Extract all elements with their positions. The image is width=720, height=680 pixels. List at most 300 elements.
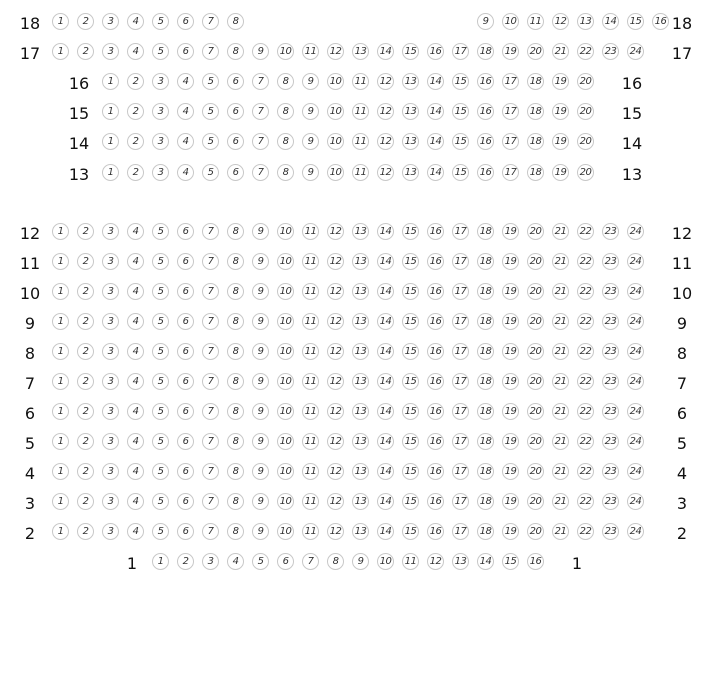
seat[interactable]: 1 xyxy=(52,43,69,60)
seat[interactable]: 7 xyxy=(252,133,269,150)
seat[interactable]: 10 xyxy=(327,164,344,181)
seat[interactable]: 16 xyxy=(427,223,444,240)
seat[interactable]: 8 xyxy=(277,73,294,90)
seat[interactable]: 15 xyxy=(402,373,419,390)
seat[interactable]: 24 xyxy=(627,283,644,300)
seat[interactable]: 14 xyxy=(377,373,394,390)
seat[interactable]: 20 xyxy=(527,343,544,360)
seat[interactable]: 15 xyxy=(402,253,419,270)
seat[interactable]: 11 xyxy=(352,164,369,181)
seat[interactable]: 20 xyxy=(527,313,544,330)
seat[interactable]: 9 xyxy=(302,164,319,181)
seat[interactable]: 8 xyxy=(227,343,244,360)
seat[interactable]: 4 xyxy=(127,283,144,300)
seat[interactable]: 19 xyxy=(502,223,519,240)
seat[interactable]: 8 xyxy=(227,403,244,420)
seat[interactable]: 2 xyxy=(77,493,94,510)
seat[interactable]: 18 xyxy=(527,133,544,150)
seat[interactable]: 9 xyxy=(252,463,269,480)
seat[interactable]: 1 xyxy=(52,373,69,390)
seat[interactable]: 2 xyxy=(77,433,94,450)
seat[interactable]: 21 xyxy=(552,283,569,300)
seat[interactable]: 2 xyxy=(77,43,94,60)
seat[interactable]: 5 xyxy=(152,223,169,240)
seat[interactable]: 5 xyxy=(152,253,169,270)
seat[interactable]: 22 xyxy=(577,373,594,390)
seat[interactable]: 20 xyxy=(527,43,544,60)
seat[interactable]: 4 xyxy=(127,13,144,30)
seat[interactable]: 15 xyxy=(402,343,419,360)
seat[interactable]: 13 xyxy=(352,493,369,510)
seat[interactable]: 12 xyxy=(327,253,344,270)
seat[interactable]: 21 xyxy=(552,373,569,390)
seat[interactable]: 23 xyxy=(602,493,619,510)
seat[interactable]: 1 xyxy=(102,103,119,120)
seat[interactable]: 7 xyxy=(202,223,219,240)
seat[interactable]: 9 xyxy=(477,13,494,30)
seat[interactable]: 9 xyxy=(252,343,269,360)
seat[interactable]: 12 xyxy=(552,13,569,30)
seat[interactable]: 18 xyxy=(477,223,494,240)
seat[interactable]: 17 xyxy=(452,43,469,60)
seat[interactable]: 22 xyxy=(577,403,594,420)
seat[interactable]: 24 xyxy=(627,43,644,60)
seat[interactable]: 24 xyxy=(627,463,644,480)
seat[interactable]: 13 xyxy=(402,103,419,120)
seat[interactable]: 21 xyxy=(552,223,569,240)
seat[interactable]: 5 xyxy=(152,43,169,60)
seat[interactable]: 10 xyxy=(277,253,294,270)
seat[interactable]: 5 xyxy=(252,553,269,570)
seat[interactable]: 17 xyxy=(452,523,469,540)
seat[interactable]: 22 xyxy=(577,463,594,480)
seat[interactable]: 12 xyxy=(327,403,344,420)
seat[interactable]: 24 xyxy=(627,523,644,540)
seat[interactable]: 17 xyxy=(452,313,469,330)
seat[interactable]: 10 xyxy=(327,73,344,90)
seat[interactable]: 22 xyxy=(577,433,594,450)
seat[interactable]: 18 xyxy=(477,343,494,360)
seat[interactable]: 20 xyxy=(527,523,544,540)
seat[interactable]: 5 xyxy=(152,373,169,390)
seat[interactable]: 19 xyxy=(502,433,519,450)
seat[interactable]: 19 xyxy=(552,73,569,90)
seat[interactable]: 21 xyxy=(552,253,569,270)
seat[interactable]: 20 xyxy=(527,283,544,300)
seat[interactable]: 5 xyxy=(152,493,169,510)
seat[interactable]: 12 xyxy=(327,343,344,360)
seat[interactable]: 3 xyxy=(102,313,119,330)
seat[interactable]: 7 xyxy=(202,523,219,540)
seat[interactable]: 7 xyxy=(202,403,219,420)
seat[interactable]: 13 xyxy=(352,403,369,420)
seat[interactable]: 11 xyxy=(302,283,319,300)
seat[interactable]: 19 xyxy=(502,343,519,360)
seat[interactable]: 18 xyxy=(477,403,494,420)
seat[interactable]: 23 xyxy=(602,463,619,480)
seat[interactable]: 9 xyxy=(252,223,269,240)
seat[interactable]: 6 xyxy=(177,13,194,30)
seat[interactable]: 23 xyxy=(602,223,619,240)
seat[interactable]: 23 xyxy=(602,343,619,360)
seat[interactable]: 15 xyxy=(402,523,419,540)
seat[interactable]: 14 xyxy=(427,103,444,120)
seat[interactable]: 5 xyxy=(152,343,169,360)
seat[interactable]: 8 xyxy=(277,164,294,181)
seat[interactable]: 3 xyxy=(102,493,119,510)
seat[interactable]: 14 xyxy=(377,43,394,60)
seat[interactable]: 19 xyxy=(502,523,519,540)
seat[interactable]: 8 xyxy=(277,103,294,120)
seat[interactable]: 23 xyxy=(602,43,619,60)
seat[interactable]: 8 xyxy=(227,373,244,390)
seat[interactable]: 7 xyxy=(202,43,219,60)
seat[interactable]: 6 xyxy=(177,493,194,510)
seat[interactable]: 4 xyxy=(177,103,194,120)
seat[interactable]: 2 xyxy=(127,103,144,120)
seat[interactable]: 3 xyxy=(102,523,119,540)
seat[interactable]: 16 xyxy=(427,373,444,390)
seat[interactable]: 14 xyxy=(377,403,394,420)
seat[interactable]: 13 xyxy=(402,164,419,181)
seat[interactable]: 7 xyxy=(202,283,219,300)
seat[interactable]: 5 xyxy=(202,103,219,120)
seat[interactable]: 15 xyxy=(402,223,419,240)
seat[interactable]: 1 xyxy=(52,403,69,420)
seat[interactable]: 18 xyxy=(527,164,544,181)
seat[interactable]: 11 xyxy=(302,403,319,420)
seat[interactable]: 14 xyxy=(427,164,444,181)
seat[interactable]: 15 xyxy=(502,553,519,570)
seat[interactable]: 9 xyxy=(302,133,319,150)
seat[interactable]: 7 xyxy=(202,493,219,510)
seat[interactable]: 15 xyxy=(452,73,469,90)
seat[interactable]: 4 xyxy=(127,43,144,60)
seat[interactable]: 9 xyxy=(252,403,269,420)
seat[interactable]: 4 xyxy=(177,164,194,181)
seat[interactable]: 12 xyxy=(377,164,394,181)
seat[interactable]: 13 xyxy=(352,283,369,300)
seat[interactable]: 18 xyxy=(477,313,494,330)
seat[interactable]: 14 xyxy=(377,463,394,480)
seat[interactable]: 2 xyxy=(77,13,94,30)
seat[interactable]: 3 xyxy=(152,133,169,150)
seat[interactable]: 7 xyxy=(302,553,319,570)
seat[interactable]: 10 xyxy=(277,463,294,480)
seat[interactable]: 4 xyxy=(127,523,144,540)
seat[interactable]: 18 xyxy=(477,433,494,450)
seat[interactable]: 12 xyxy=(327,283,344,300)
seat[interactable]: 11 xyxy=(302,343,319,360)
seat[interactable]: 8 xyxy=(227,433,244,450)
seat[interactable]: 23 xyxy=(602,523,619,540)
seat[interactable]: 11 xyxy=(302,523,319,540)
seat[interactable]: 20 xyxy=(577,164,594,181)
seat[interactable]: 19 xyxy=(502,463,519,480)
seat[interactable]: 16 xyxy=(427,493,444,510)
seat[interactable]: 20 xyxy=(577,73,594,90)
seat[interactable]: 9 xyxy=(352,553,369,570)
seat[interactable]: 13 xyxy=(402,133,419,150)
seat[interactable]: 10 xyxy=(277,433,294,450)
seat[interactable]: 13 xyxy=(352,43,369,60)
seat[interactable]: 15 xyxy=(452,103,469,120)
seat[interactable]: 20 xyxy=(527,493,544,510)
seat[interactable]: 15 xyxy=(402,43,419,60)
seat[interactable]: 6 xyxy=(227,103,244,120)
seat[interactable]: 3 xyxy=(152,103,169,120)
seat[interactable]: 4 xyxy=(127,493,144,510)
seat[interactable]: 5 xyxy=(202,164,219,181)
seat[interactable]: 12 xyxy=(327,493,344,510)
seat[interactable]: 1 xyxy=(52,463,69,480)
seat[interactable]: 10 xyxy=(327,103,344,120)
seat[interactable]: 7 xyxy=(202,463,219,480)
seat[interactable]: 4 xyxy=(227,553,244,570)
seat[interactable]: 1 xyxy=(52,283,69,300)
seat[interactable]: 6 xyxy=(177,223,194,240)
seat[interactable]: 15 xyxy=(452,164,469,181)
seat[interactable]: 6 xyxy=(177,343,194,360)
seat[interactable]: 17 xyxy=(452,373,469,390)
seat[interactable]: 11 xyxy=(302,373,319,390)
seat[interactable]: 9 xyxy=(252,523,269,540)
seat[interactable]: 3 xyxy=(102,13,119,30)
seat[interactable]: 17 xyxy=(452,283,469,300)
seat[interactable]: 17 xyxy=(502,73,519,90)
seat[interactable]: 6 xyxy=(177,403,194,420)
seat[interactable]: 17 xyxy=(452,223,469,240)
seat[interactable]: 16 xyxy=(427,463,444,480)
seat[interactable]: 16 xyxy=(477,103,494,120)
seat[interactable]: 3 xyxy=(152,164,169,181)
seat[interactable]: 8 xyxy=(227,493,244,510)
seat[interactable]: 17 xyxy=(452,493,469,510)
seat[interactable]: 4 xyxy=(127,463,144,480)
seat[interactable]: 7 xyxy=(252,103,269,120)
seat[interactable]: 24 xyxy=(627,493,644,510)
seat[interactable]: 1 xyxy=(52,13,69,30)
seat[interactable]: 6 xyxy=(227,164,244,181)
seat[interactable]: 9 xyxy=(252,313,269,330)
seat[interactable]: 20 xyxy=(577,103,594,120)
seat[interactable]: 5 xyxy=(152,523,169,540)
seat[interactable]: 20 xyxy=(527,463,544,480)
seat[interactable]: 4 xyxy=(127,343,144,360)
seat[interactable]: 14 xyxy=(477,553,494,570)
seat[interactable]: 9 xyxy=(252,253,269,270)
seat[interactable]: 18 xyxy=(477,493,494,510)
seat[interactable]: 4 xyxy=(127,313,144,330)
seat[interactable]: 23 xyxy=(602,313,619,330)
seat[interactable]: 14 xyxy=(377,313,394,330)
seat[interactable]: 22 xyxy=(577,253,594,270)
seat[interactable]: 19 xyxy=(502,313,519,330)
seat[interactable]: 13 xyxy=(352,223,369,240)
seat[interactable]: 13 xyxy=(352,313,369,330)
seat[interactable]: 5 xyxy=(202,133,219,150)
seat[interactable]: 16 xyxy=(477,164,494,181)
seat[interactable]: 13 xyxy=(352,463,369,480)
seat[interactable]: 14 xyxy=(427,133,444,150)
seat[interactable]: 3 xyxy=(102,403,119,420)
seat[interactable]: 21 xyxy=(552,43,569,60)
seat[interactable]: 18 xyxy=(477,283,494,300)
seat[interactable]: 18 xyxy=(477,373,494,390)
seat[interactable]: 10 xyxy=(277,373,294,390)
seat[interactable]: 8 xyxy=(227,313,244,330)
seat[interactable]: 4 xyxy=(177,73,194,90)
seat[interactable]: 18 xyxy=(477,253,494,270)
seat[interactable]: 20 xyxy=(527,373,544,390)
seat[interactable]: 1 xyxy=(52,523,69,540)
seat[interactable]: 16 xyxy=(427,313,444,330)
seat[interactable]: 24 xyxy=(627,223,644,240)
seat[interactable]: 23 xyxy=(602,283,619,300)
seat[interactable]: 5 xyxy=(202,73,219,90)
seat[interactable]: 13 xyxy=(352,373,369,390)
seat[interactable]: 17 xyxy=(502,103,519,120)
seat[interactable]: 10 xyxy=(377,553,394,570)
seat[interactable]: 24 xyxy=(627,313,644,330)
seat[interactable]: 24 xyxy=(627,403,644,420)
seat[interactable]: 19 xyxy=(502,43,519,60)
seat[interactable]: 6 xyxy=(177,523,194,540)
seat[interactable]: 9 xyxy=(252,373,269,390)
seat[interactable]: 21 xyxy=(552,433,569,450)
seat[interactable]: 14 xyxy=(377,433,394,450)
seat[interactable]: 3 xyxy=(102,433,119,450)
seat[interactable]: 14 xyxy=(427,73,444,90)
seat[interactable]: 7 xyxy=(252,164,269,181)
seat[interactable]: 10 xyxy=(277,223,294,240)
seat[interactable]: 3 xyxy=(102,253,119,270)
seat[interactable]: 23 xyxy=(602,373,619,390)
seat[interactable]: 5 xyxy=(152,13,169,30)
seat[interactable]: 6 xyxy=(177,253,194,270)
seat[interactable]: 15 xyxy=(402,403,419,420)
seat[interactable]: 18 xyxy=(477,463,494,480)
seat[interactable]: 1 xyxy=(102,73,119,90)
seat[interactable]: 19 xyxy=(552,164,569,181)
seat[interactable]: 8 xyxy=(227,463,244,480)
seat[interactable]: 1 xyxy=(52,343,69,360)
seat[interactable]: 14 xyxy=(377,223,394,240)
seat[interactable]: 10 xyxy=(327,133,344,150)
seat[interactable]: 5 xyxy=(152,463,169,480)
seat[interactable]: 19 xyxy=(552,103,569,120)
seat[interactable]: 17 xyxy=(502,164,519,181)
seat[interactable]: 2 xyxy=(77,253,94,270)
seat[interactable]: 10 xyxy=(277,43,294,60)
seat[interactable]: 2 xyxy=(77,523,94,540)
seat[interactable]: 16 xyxy=(427,403,444,420)
seat[interactable]: 2 xyxy=(77,403,94,420)
seat[interactable]: 9 xyxy=(252,43,269,60)
seat[interactable]: 14 xyxy=(377,253,394,270)
seat[interactable]: 18 xyxy=(527,103,544,120)
seat[interactable]: 15 xyxy=(402,433,419,450)
seat[interactable]: 8 xyxy=(227,223,244,240)
seat[interactable]: 12 xyxy=(327,43,344,60)
seat[interactable]: 11 xyxy=(352,73,369,90)
seat[interactable]: 15 xyxy=(452,133,469,150)
seat[interactable]: 5 xyxy=(152,313,169,330)
seat[interactable]: 8 xyxy=(227,253,244,270)
seat[interactable]: 17 xyxy=(452,403,469,420)
seat[interactable]: 23 xyxy=(602,403,619,420)
seat[interactable]: 14 xyxy=(377,493,394,510)
seat[interactable]: 21 xyxy=(552,493,569,510)
seat[interactable]: 13 xyxy=(402,73,419,90)
seat[interactable]: 22 xyxy=(577,283,594,300)
seat[interactable]: 7 xyxy=(202,343,219,360)
seat[interactable]: 17 xyxy=(452,343,469,360)
seat[interactable]: 7 xyxy=(202,313,219,330)
seat[interactable]: 24 xyxy=(627,343,644,360)
seat[interactable]: 22 xyxy=(577,223,594,240)
seat[interactable]: 15 xyxy=(627,13,644,30)
seat[interactable]: 2 xyxy=(77,313,94,330)
seat[interactable]: 20 xyxy=(527,223,544,240)
seat[interactable]: 17 xyxy=(502,133,519,150)
seat[interactable]: 4 xyxy=(127,223,144,240)
seat[interactable]: 3 xyxy=(102,343,119,360)
seat[interactable]: 2 xyxy=(77,373,94,390)
seat[interactable]: 16 xyxy=(427,343,444,360)
seat[interactable]: 13 xyxy=(352,523,369,540)
seat[interactable]: 12 xyxy=(427,553,444,570)
seat[interactable]: 9 xyxy=(302,73,319,90)
seat[interactable]: 1 xyxy=(52,223,69,240)
seat[interactable]: 5 xyxy=(152,403,169,420)
seat[interactable]: 10 xyxy=(277,493,294,510)
seat[interactable]: 6 xyxy=(177,433,194,450)
seat[interactable]: 6 xyxy=(227,133,244,150)
seat[interactable]: 10 xyxy=(277,283,294,300)
seat[interactable]: 23 xyxy=(602,433,619,450)
seat[interactable]: 11 xyxy=(402,553,419,570)
seat[interactable]: 11 xyxy=(352,103,369,120)
seat[interactable]: 12 xyxy=(327,223,344,240)
seat[interactable]: 11 xyxy=(302,313,319,330)
seat[interactable]: 21 xyxy=(552,463,569,480)
seat[interactable]: 5 xyxy=(152,283,169,300)
seat[interactable]: 6 xyxy=(177,463,194,480)
seat[interactable]: 19 xyxy=(502,283,519,300)
seat[interactable]: 2 xyxy=(177,553,194,570)
seat[interactable]: 12 xyxy=(327,433,344,450)
seat[interactable]: 2 xyxy=(77,223,94,240)
seat[interactable]: 14 xyxy=(377,523,394,540)
seat[interactable]: 8 xyxy=(277,133,294,150)
seat[interactable]: 7 xyxy=(202,253,219,270)
seat[interactable]: 19 xyxy=(502,403,519,420)
seat[interactable]: 21 xyxy=(552,343,569,360)
seat[interactable]: 22 xyxy=(577,493,594,510)
seat[interactable]: 3 xyxy=(102,43,119,60)
seat[interactable]: 19 xyxy=(502,493,519,510)
seat[interactable]: 1 xyxy=(102,133,119,150)
seat[interactable]: 22 xyxy=(577,343,594,360)
seat[interactable]: 11 xyxy=(527,13,544,30)
seat[interactable]: 10 xyxy=(502,13,519,30)
seat[interactable]: 11 xyxy=(302,223,319,240)
seat[interactable]: 13 xyxy=(352,343,369,360)
seat[interactable]: 16 xyxy=(427,523,444,540)
seat[interactable]: 12 xyxy=(377,103,394,120)
seat[interactable]: 11 xyxy=(302,493,319,510)
